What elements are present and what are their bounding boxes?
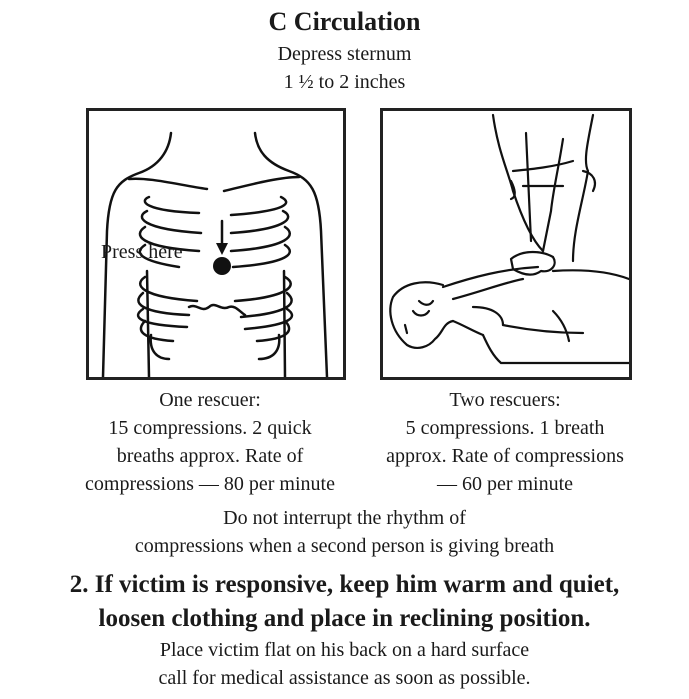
step2-heading-line-2: loosen clothing and place in reclining position.	[98, 605, 591, 632]
note-line-1: Do not interrupt the rhythm of	[223, 507, 466, 529]
step2-body	[0, 636, 689, 692]
one-rescuer-heading: One rescuer:	[159, 389, 261, 411]
step2-heading-line-1: 2. If victim is responsive, keep him warm and quiet,	[69, 571, 620, 598]
step2-body-line-1: Place victim flat on his back on a hard surface	[159, 639, 530, 661]
two-rescuers-line-2: approx. Rate of compressions	[386, 445, 624, 467]
section-title: C Circulation	[268, 7, 421, 36]
press-point-dot-icon	[213, 257, 231, 275]
note-line-2: compressions when a second person is giving breath	[134, 535, 555, 557]
one-rescuer-caption	[40, 386, 380, 498]
two-rescuers-line-3: — 60 per minute	[436, 473, 574, 495]
cpr-hands-illustration	[383, 111, 629, 377]
one-rescuer-line-2: breaths approx. Rate of	[116, 445, 304, 467]
two-rescuers-caption	[350, 386, 660, 498]
one-rescuer-line-1: 15 compressions. 2 quick	[108, 417, 312, 439]
step2-body-line-2: call for medical assistance as soon as possible.	[158, 667, 531, 689]
subtitle-line-2: 1 ½ to 2 inches	[283, 71, 406, 93]
one-rescuer-line-3: compressions — 80 per minute	[85, 473, 335, 495]
subtitle-line-1: Depress sternum	[277, 43, 412, 65]
rhythm-note	[0, 504, 689, 560]
chest-diagram-figure	[86, 108, 346, 380]
two-rescuers-heading: Two rescuers:	[449, 389, 561, 411]
two-rescuers-line-1: 5 compressions. 1 breath	[405, 417, 605, 439]
press-here-label: Press here	[101, 241, 183, 263]
two-rescuer-cpr-figure	[380, 108, 632, 380]
down-arrow-icon	[216, 243, 228, 255]
